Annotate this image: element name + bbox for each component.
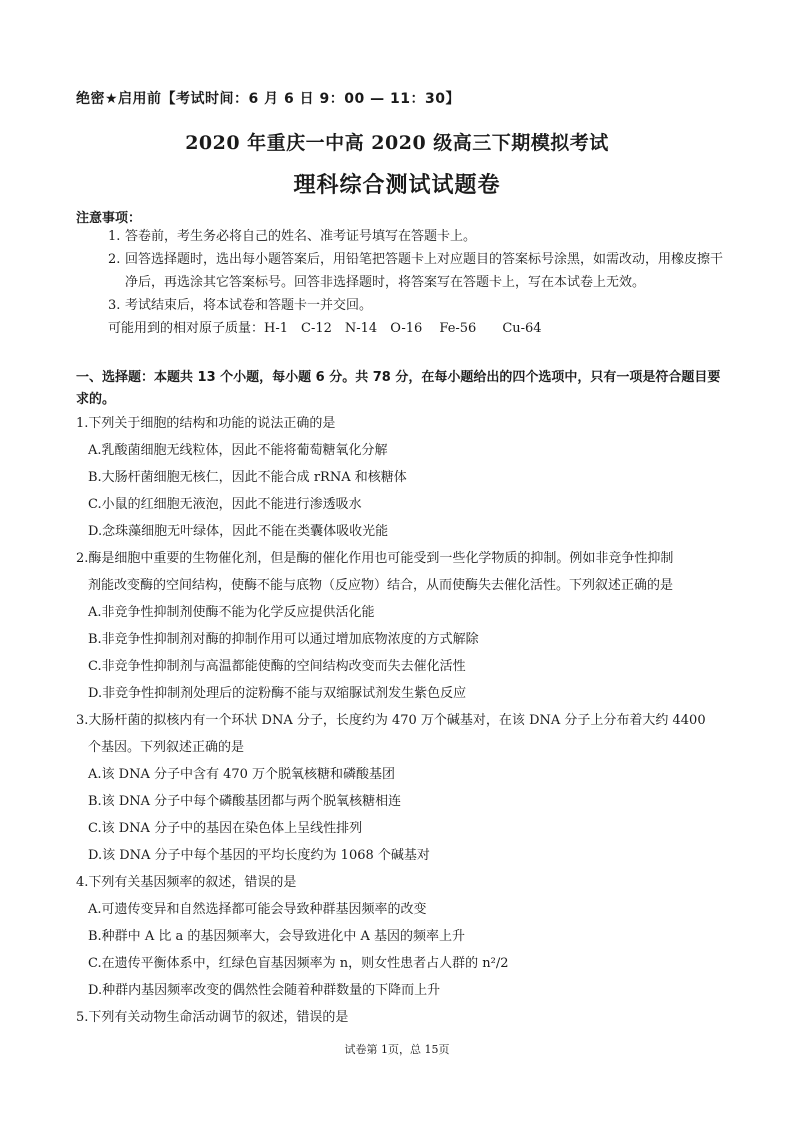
option-b: B.该 DNA 分子中每个磷酸基团都与两个脱氧核糖相连 (88, 794, 402, 809)
option-d: D.非竞争性抑制剂处理后的淀粉酶不能与双缩脲试剂发生紫色反应 (88, 686, 467, 701)
question-stem-cont: 剂能改变酶的空间结构，使酶不能与底物（反应物）结合，从而使酶失去催化活性。下列叙述正确的是 (88, 578, 674, 593)
question-list (76, 410, 726, 1031)
question-stem: 3.大肠杆菌的拟核内有一个环状 DNA 分子，长度约为 470 万个碱基对，在该 DNA 分子上分布着大约 4400 (76, 713, 706, 728)
option-a: A.乳酸菌细胞无线粒体，因此不能将葡萄糖氧化分解 (88, 443, 388, 458)
option-c: C.非竞争性抑制剂与高温都能使酶的空间结构改变而失去催化活性 (88, 659, 466, 674)
option-c: C.在遗传平衡体系中，红绿色盲基因频率为 n，则女性患者占人群的 n²/2 (88, 956, 509, 971)
option-d: D.种群内基因频率改变的偶然性会随着种群数量的下降而上升 (88, 983, 441, 998)
notice-item: 3. 考试结束后，将本试卷和答题卡一并交回。 (108, 298, 373, 313)
question-2 (76, 545, 726, 707)
option-c: C.该 DNA 分子中的基因在染色体上呈线性排列 (88, 821, 363, 836)
option-b: B.种群中 A 比 a 的基因频率大，会导致进化中 A 基因的频率上升 (88, 929, 466, 944)
question-stem: 1.下列关于细胞的结构和功能的说法正确的是 (76, 416, 336, 431)
option-d: D.念珠藻细胞无叶绿体，因此不能在类囊体吸收光能 (88, 524, 389, 539)
exam-subtitle: 理科综合测试试题卷 (293, 172, 501, 198)
question-stem: 5.下列有关动物生命活动调节的叙述，错误的是 (76, 1010, 349, 1025)
notice-item: 2. 回答选择题时，选出每小题答案后，用铅笔把答题卡上对应题目的答案标号涂黑，如需改动，用橡皮擦干净后，再选涂其它答案标号。回答非选择题时，将答案写在答题卡上，写在本试卷上无效。 (108, 252, 724, 290)
question-1 (76, 410, 726, 545)
option-b: B.非竞争性抑制剂对酶的抑制作用可以通过增加底物浓度的方式解除 (88, 632, 479, 647)
page-footer: 试卷第 1页，总 15页 (344, 1043, 450, 1056)
question-3 (76, 707, 726, 869)
atomic-masses: 可能用到的相对原子质量：H-1 C-12 N-14 O-16 Fe-56 Cu-64 (108, 321, 542, 336)
option-a: A.非竞争性抑制剂使酶不能为化学反应提供活化能 (88, 605, 375, 620)
option-c: C.小鼠的红细胞无液泡，因此不能进行渗透吸水 (88, 497, 362, 512)
question-stem: 2.酶是细胞中重要的生物催化剂，但是酶的催化作用也可能受到一些化学物质的抑制。例如非竞争性抑制 (76, 551, 674, 566)
exam-title: 2020 年重庆一中高 2020 级高三下期模拟考试 (185, 132, 609, 154)
notice-title: 注意事项： (76, 211, 142, 226)
question-stem-cont: 个基因。下列叙述正确的是 (88, 740, 245, 755)
question-stem: 4.下列有关基因频率的叙述，错误的是 (76, 875, 297, 890)
confidential-line: 绝密★启用前【考试时间：6 月 6 日 9：00 — 11：30】 (76, 91, 460, 107)
notice-list (108, 225, 728, 340)
option-a: A.可遗传变异和自然选择都可能会导致种群基因频率的改变 (88, 902, 427, 917)
option-d: D.该 DNA 分子中每个基因的平均长度约为 1068 个碱基对 (88, 848, 430, 863)
option-a: A.该 DNA 分子中含有 470 万个脱氧核糖和磷酸基团 (88, 767, 396, 782)
question-5 (76, 1004, 726, 1031)
question-4 (76, 869, 726, 1004)
section-heading: 一、选择题：本题共 13 个小题，每小题 6 分。共 78 分，在每小题给出的四个选项中，只有一项是符合题目要求的。 (76, 370, 721, 407)
option-b: B.大肠杆菌细胞无核仁，因此不能合成 rRNA 和核糖体 (88, 470, 407, 485)
notice-item: 1. 答卷前，考生务必将自己的姓名、准考证号填写在答题卡上。 (108, 229, 477, 244)
